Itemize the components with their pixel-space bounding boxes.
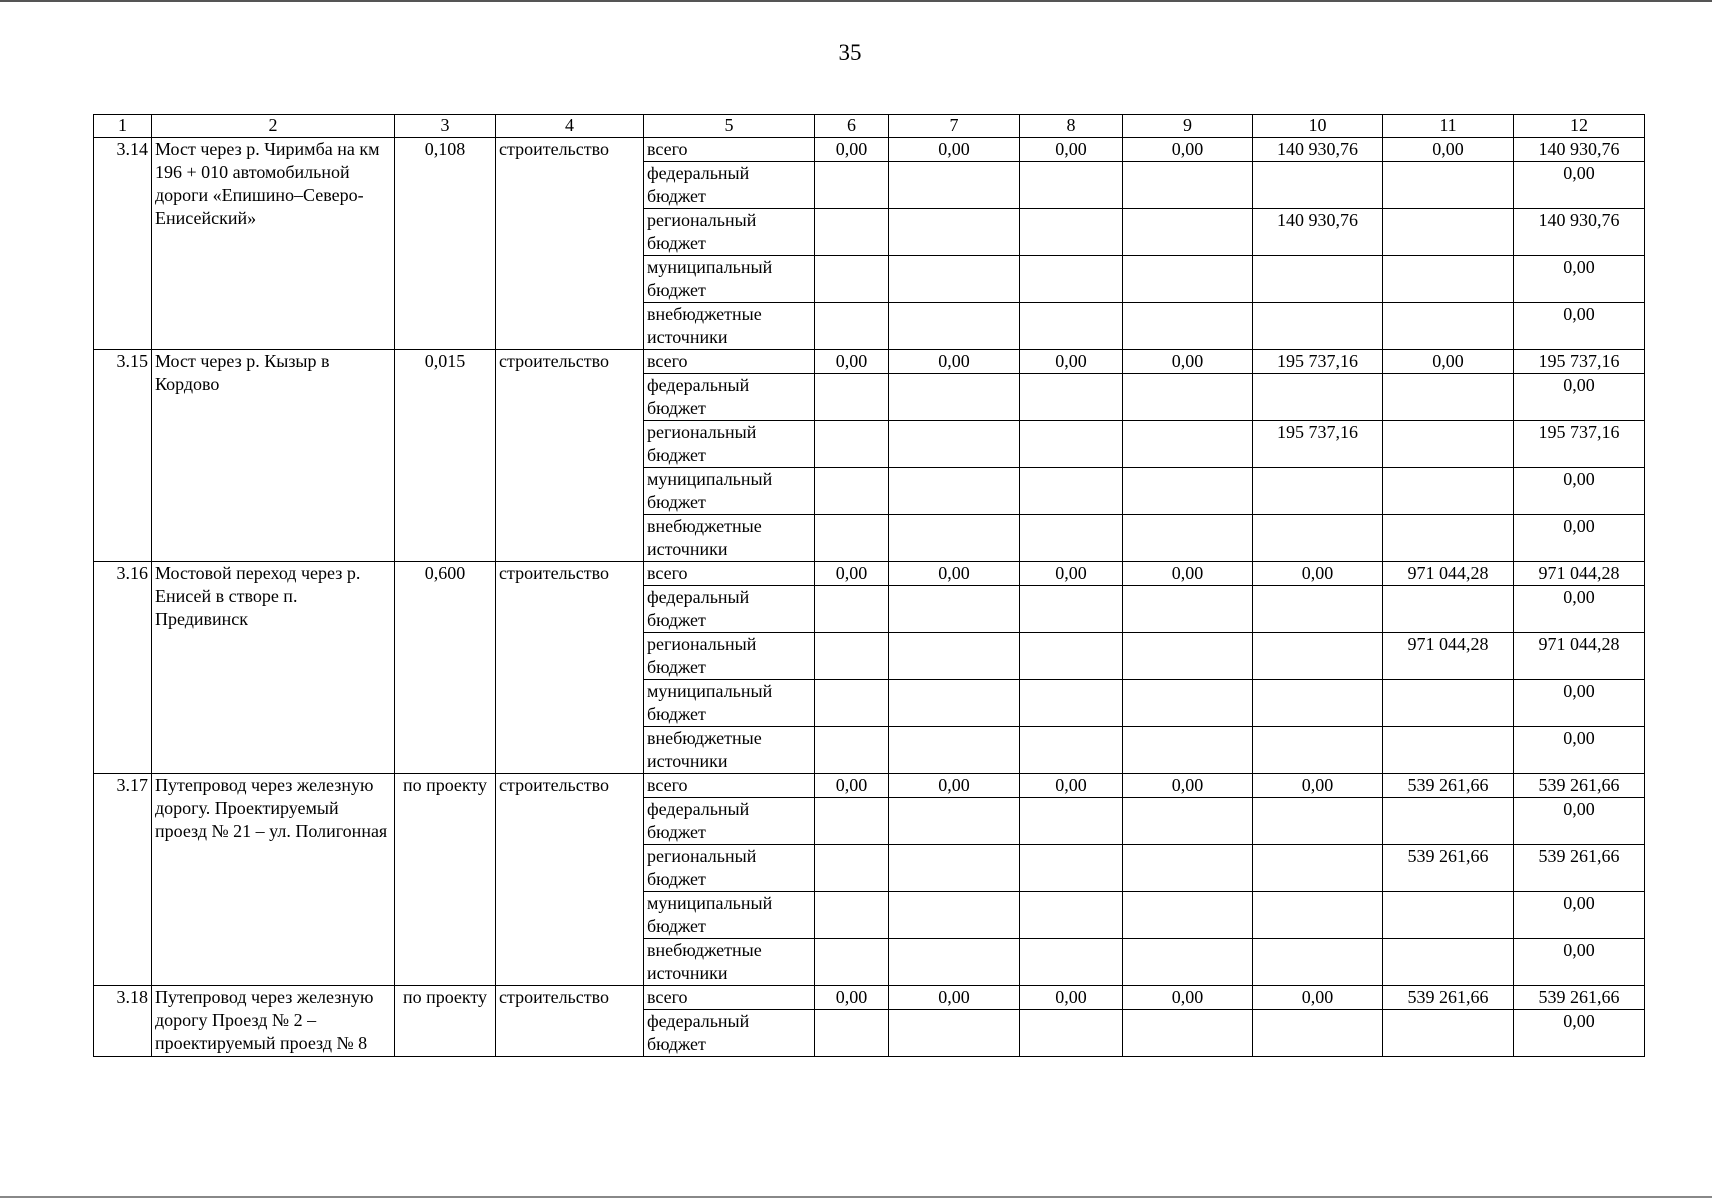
object-length: по проекту — [395, 986, 496, 1057]
amount-cell — [1253, 1010, 1383, 1057]
amount-cell — [815, 727, 889, 774]
amount-cell — [889, 892, 1020, 939]
amount-cell — [1123, 374, 1253, 421]
amount-cell — [1383, 727, 1514, 774]
amount-cell — [1123, 680, 1253, 727]
amount-cell — [1383, 1010, 1514, 1057]
object-name: Путепровод через железную дорогу. Проектируемый проезд № 21 – ул. Полигонная — [152, 774, 395, 986]
amount-cell — [889, 256, 1020, 303]
amount-cell — [1123, 303, 1253, 350]
amount-cell — [1020, 468, 1123, 515]
amount-cell — [815, 892, 889, 939]
amount-cell — [1020, 798, 1123, 845]
amount-cell — [815, 633, 889, 680]
amount-cell — [1123, 209, 1253, 256]
amount-cell — [1020, 680, 1123, 727]
funding-source: всего — [644, 986, 815, 1010]
funding-source: федеральный бюджет — [644, 162, 815, 209]
amount-cell: 539 261,66 — [1514, 986, 1645, 1010]
amount-cell: 971 044,28 — [1514, 562, 1645, 586]
amount-cell — [815, 162, 889, 209]
funding-source: всего — [644, 138, 815, 162]
amount-cell — [1123, 468, 1253, 515]
amount-cell — [1020, 633, 1123, 680]
amount-cell: 140 930,76 — [1253, 138, 1383, 162]
amount-cell — [1253, 515, 1383, 562]
column-header: 7 — [889, 115, 1020, 138]
amount-cell: 971 044,28 — [1383, 562, 1514, 586]
amount-cell — [889, 303, 1020, 350]
funding-source: внебюджетные источники — [644, 515, 815, 562]
amount-cell: 0,00 — [1514, 515, 1645, 562]
amount-cell: 0,00 — [1383, 138, 1514, 162]
amount-cell: 971 044,28 — [1514, 633, 1645, 680]
column-header: 4 — [496, 115, 644, 138]
amount-cell — [889, 162, 1020, 209]
amount-cell — [1123, 845, 1253, 892]
work-type: строительство — [496, 138, 644, 350]
amount-cell — [1123, 798, 1253, 845]
object-name: Мост через р. Кызыр в Кордово — [152, 350, 395, 562]
amount-cell: 0,00 — [1383, 350, 1514, 374]
amount-cell — [889, 798, 1020, 845]
amount-cell: 0,00 — [1020, 562, 1123, 586]
amount-cell — [1020, 209, 1123, 256]
amount-cell — [889, 209, 1020, 256]
funding-source: региональный бюджет — [644, 633, 815, 680]
amount-cell — [1253, 939, 1383, 986]
item-number: 3.15 — [94, 350, 152, 562]
column-header: 1 — [94, 115, 152, 138]
amount-cell: 0,00 — [1123, 350, 1253, 374]
amount-cell — [1383, 892, 1514, 939]
amount-cell — [1020, 374, 1123, 421]
page-number: 35 — [838, 40, 862, 65]
amount-cell — [889, 633, 1020, 680]
amount-cell — [1020, 303, 1123, 350]
amount-cell — [1383, 680, 1514, 727]
amount-cell: 195 737,16 — [1514, 421, 1645, 468]
amount-cell: 0,00 — [1514, 892, 1645, 939]
object-name: Мостовой переход через р. Енисей в створе п. Предивинск — [152, 562, 395, 774]
amount-cell — [1020, 162, 1123, 209]
amount-cell — [815, 1010, 889, 1057]
amount-cell — [1253, 633, 1383, 680]
amount-cell: 0,00 — [1514, 939, 1645, 986]
column-header: 5 — [644, 115, 815, 138]
object-length: 0,600 — [395, 562, 496, 774]
table-row — [94, 774, 1645, 798]
amount-cell — [889, 845, 1020, 892]
amount-cell: 0,00 — [1514, 374, 1645, 421]
amount-cell — [1123, 256, 1253, 303]
amount-cell — [1253, 374, 1383, 421]
amount-cell: 0,00 — [889, 350, 1020, 374]
amount-cell: 0,00 — [1514, 1010, 1645, 1057]
amount-cell: 0,00 — [1123, 986, 1253, 1010]
amount-cell: 539 261,66 — [1383, 774, 1514, 798]
amount-cell: 0,00 — [1020, 350, 1123, 374]
amount-cell: 195 737,16 — [1514, 350, 1645, 374]
column-header: 10 — [1253, 115, 1383, 138]
object-length: по проекту — [395, 774, 496, 986]
amount-cell — [815, 256, 889, 303]
item-number: 3.18 — [94, 986, 152, 1057]
amount-cell — [1253, 586, 1383, 633]
amount-cell: 0,00 — [889, 774, 1020, 798]
amount-cell: 0,00 — [1123, 138, 1253, 162]
amount-cell: 0,00 — [815, 350, 889, 374]
funding-source: муниципальный бюджет — [644, 680, 815, 727]
amount-cell — [1383, 421, 1514, 468]
amount-cell: 0,00 — [1123, 562, 1253, 586]
amount-cell — [1020, 421, 1123, 468]
object-name: Мост через р. Чиримба на км 196 + 010 автомобильной дороги «Епишино–Северо-Енисейский» — [152, 138, 395, 350]
amount-cell — [1383, 798, 1514, 845]
amount-cell: 0,00 — [1020, 774, 1123, 798]
amount-cell: 0,00 — [1020, 986, 1123, 1010]
table-row — [94, 986, 1645, 1010]
work-type: строительство — [496, 774, 644, 986]
amount-cell: 0,00 — [1123, 774, 1253, 798]
amount-cell — [889, 1010, 1020, 1057]
amount-cell — [889, 727, 1020, 774]
amount-cell: 0,00 — [1514, 727, 1645, 774]
table-header — [94, 115, 1645, 138]
funding-source: федеральный бюджет — [644, 586, 815, 633]
amount-cell: 0,00 — [1514, 162, 1645, 209]
object-length: 0,108 — [395, 138, 496, 350]
amount-cell — [815, 515, 889, 562]
amount-cell: 0,00 — [1514, 303, 1645, 350]
header-row — [94, 115, 1645, 138]
funding-source: муниципальный бюджет — [644, 256, 815, 303]
amount-cell — [815, 680, 889, 727]
amount-cell: 0,00 — [815, 138, 889, 162]
amount-cell: 0,00 — [1514, 680, 1645, 727]
amount-cell: 539 261,66 — [1383, 845, 1514, 892]
funding-source: федеральный бюджет — [644, 374, 815, 421]
amount-cell — [815, 468, 889, 515]
amount-cell — [889, 939, 1020, 986]
amount-cell — [1383, 303, 1514, 350]
amount-cell — [1253, 798, 1383, 845]
amount-cell: 0,00 — [889, 562, 1020, 586]
amount-cell — [1020, 515, 1123, 562]
amount-cell — [815, 798, 889, 845]
amount-cell — [1020, 727, 1123, 774]
funding-source: внебюджетные источники — [644, 727, 815, 774]
column-header: 12 — [1514, 115, 1645, 138]
amount-cell — [1253, 303, 1383, 350]
amount-cell — [1020, 1010, 1123, 1057]
amount-cell: 0,00 — [815, 562, 889, 586]
amount-cell: 0,00 — [815, 774, 889, 798]
amount-cell — [1123, 939, 1253, 986]
amount-cell — [1383, 515, 1514, 562]
funding-source: региональный бюджет — [644, 421, 815, 468]
amount-cell — [1020, 256, 1123, 303]
funding-source: муниципальный бюджет — [644, 892, 815, 939]
amount-cell — [1253, 727, 1383, 774]
amount-cell — [1383, 586, 1514, 633]
object-name: Путепровод через железную дорогу Проезд № 2 – проектируемый проезд № 8 — [152, 986, 395, 1057]
amount-cell — [1123, 633, 1253, 680]
amount-cell: 0,00 — [1253, 774, 1383, 798]
amount-cell — [815, 586, 889, 633]
table-row — [94, 138, 1645, 162]
amount-cell — [1123, 892, 1253, 939]
amount-cell: 0,00 — [1514, 798, 1645, 845]
amount-cell — [1020, 845, 1123, 892]
item-number: 3.14 — [94, 138, 152, 350]
amount-cell — [1253, 162, 1383, 209]
amount-cell — [1253, 892, 1383, 939]
amount-cell — [1383, 256, 1514, 303]
amount-cell — [1020, 939, 1123, 986]
amount-cell — [1123, 162, 1253, 209]
amount-cell — [815, 939, 889, 986]
column-header: 8 — [1020, 115, 1123, 138]
column-header: 3 — [395, 115, 496, 138]
funding-source: региональный бюджет — [644, 845, 815, 892]
funding-source: федеральный бюджет — [644, 1010, 815, 1057]
amount-cell — [1020, 586, 1123, 633]
amount-cell: 0,00 — [1514, 468, 1645, 515]
work-type: строительство — [496, 350, 644, 562]
amount-cell: 0,00 — [1514, 256, 1645, 303]
amount-cell — [1253, 468, 1383, 515]
amount-cell — [815, 374, 889, 421]
amount-cell: 0,00 — [1253, 562, 1383, 586]
amount-cell — [1123, 586, 1253, 633]
amount-cell: 140 930,76 — [1514, 209, 1645, 256]
funding-source: муниципальный бюджет — [644, 468, 815, 515]
amount-cell: 0,00 — [1253, 986, 1383, 1010]
amount-cell — [889, 421, 1020, 468]
amount-cell — [889, 586, 1020, 633]
amount-cell: 195 737,16 — [1253, 350, 1383, 374]
funding-source: федеральный бюджет — [644, 798, 815, 845]
amount-cell — [815, 845, 889, 892]
table-row — [94, 350, 1645, 374]
amount-cell — [1123, 421, 1253, 468]
funding-source: внебюджетные источники — [644, 303, 815, 350]
amount-cell — [1123, 727, 1253, 774]
amount-cell: 0,00 — [1514, 586, 1645, 633]
amount-cell: 195 737,16 — [1253, 421, 1383, 468]
work-type: строительство — [496, 986, 644, 1057]
amount-cell — [889, 680, 1020, 727]
object-length: 0,015 — [395, 350, 496, 562]
amount-cell — [1383, 468, 1514, 515]
amount-cell: 140 930,76 — [1253, 209, 1383, 256]
funding-source: всего — [644, 774, 815, 798]
amount-cell: 140 930,76 — [1514, 138, 1645, 162]
amount-cell — [1383, 939, 1514, 986]
column-header: 11 — [1383, 115, 1514, 138]
amount-cell: 539 261,66 — [1514, 774, 1645, 798]
amount-cell — [889, 468, 1020, 515]
item-number: 3.16 — [94, 562, 152, 774]
funding-source: региональный бюджет — [644, 209, 815, 256]
table-body — [94, 138, 1645, 1057]
amount-cell — [815, 303, 889, 350]
amount-cell — [1383, 374, 1514, 421]
amount-cell — [889, 515, 1020, 562]
column-header: 6 — [815, 115, 889, 138]
item-number: 3.17 — [94, 774, 152, 986]
amount-cell: 539 261,66 — [1383, 986, 1514, 1010]
amount-cell — [1253, 680, 1383, 727]
amount-cell: 0,00 — [889, 138, 1020, 162]
amount-cell: 971 044,28 — [1383, 633, 1514, 680]
amount-cell — [815, 209, 889, 256]
amount-cell — [1020, 892, 1123, 939]
funding-source: всего — [644, 350, 815, 374]
amount-cell: 0,00 — [889, 986, 1020, 1010]
amount-cell: 0,00 — [815, 986, 889, 1010]
funding-source: внебюджетные источники — [644, 939, 815, 986]
amount-cell — [1253, 256, 1383, 303]
amount-cell — [1123, 515, 1253, 562]
amount-cell — [1253, 845, 1383, 892]
amount-cell — [815, 421, 889, 468]
amount-cell — [1383, 162, 1514, 209]
amount-cell: 0,00 — [1020, 138, 1123, 162]
amount-cell — [1123, 1010, 1253, 1057]
table-row — [94, 562, 1645, 586]
funding-table — [93, 114, 1645, 1057]
work-type: строительство — [496, 562, 644, 774]
amount-cell: 539 261,66 — [1514, 845, 1645, 892]
amount-cell — [1383, 209, 1514, 256]
column-header: 9 — [1123, 115, 1253, 138]
column-header: 2 — [152, 115, 395, 138]
funding-source: всего — [644, 562, 815, 586]
amount-cell — [889, 374, 1020, 421]
